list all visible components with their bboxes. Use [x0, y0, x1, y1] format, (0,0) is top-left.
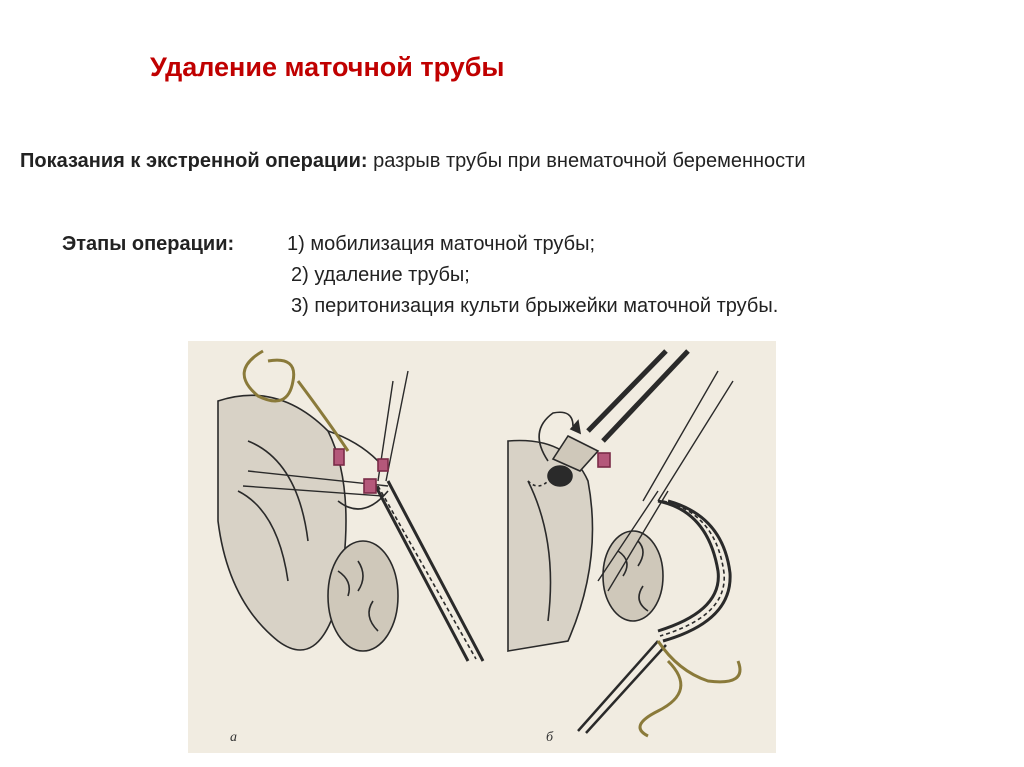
stage-item-2: 2) удаление трубы; — [291, 264, 470, 286]
panel-a-label: а — [230, 730, 237, 745]
panel-b-label: б — [546, 730, 554, 745]
stages-label: Этапы операции: — [62, 233, 235, 255]
indications-label: Показания к экстренной операции: — [20, 150, 368, 172]
panel-b-drawing — [508, 351, 740, 736]
surgery-illustration — [188, 341, 776, 753]
slide-title: Удаление маточной трубы — [150, 52, 505, 82]
stage-item-3: 3) перитонизация культи брыжейки маточной трубы. — [291, 295, 779, 317]
stage-item-1: 1) мобилизация маточной трубы; — [287, 233, 596, 255]
indications-text: разрыв трубы при внематочной беременности — [367, 150, 806, 172]
surgery-drawing — [188, 341, 776, 753]
panel-a-drawing — [218, 351, 483, 661]
indications-line — [20, 150, 806, 173]
